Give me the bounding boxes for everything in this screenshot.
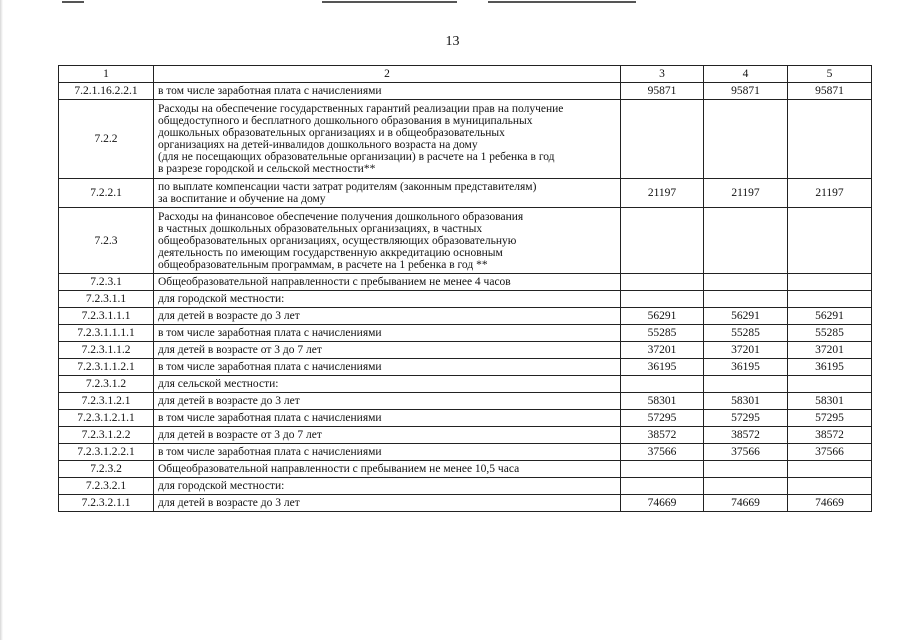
table-row xyxy=(59,179,872,208)
row-code: 7.2.3.1.1.1.1 xyxy=(59,325,154,342)
value-cell-v5: 57295 xyxy=(788,410,872,427)
value-cell-v5: 74669 xyxy=(788,495,872,512)
description-line: (для не посещающих образовательные организации) в расчете на 1 ребенка в год xyxy=(158,151,555,163)
value-cell-v3 xyxy=(621,376,704,393)
value-cell-v5 xyxy=(788,208,872,274)
row-code: 7.2.3.1 xyxy=(59,274,154,291)
description-line: Расходы на финансовое обеспечение получения дошкольного образования xyxy=(158,210,524,223)
table-row xyxy=(59,495,872,512)
value-cell-v3 xyxy=(621,478,704,495)
row-description xyxy=(154,461,621,478)
description-line: для детей в возрасте от 3 до 7 лет xyxy=(158,429,322,441)
row-code: 7.2.3.1.2.2 xyxy=(59,427,154,444)
column-header: 4 xyxy=(704,66,788,83)
row-code: 7.2.3.1.2 xyxy=(59,376,154,393)
value-cell-v5: 55285 xyxy=(788,325,872,342)
row-description xyxy=(154,359,621,376)
value-cell-v5 xyxy=(788,100,872,179)
row-description xyxy=(154,393,621,410)
table-header-row xyxy=(59,66,872,83)
row-description xyxy=(154,274,621,291)
description-line: Расходы на обеспечение государственных гарантий реализации прав на получение xyxy=(158,103,564,115)
table-row xyxy=(59,308,872,325)
value-cell-v4: 95871 xyxy=(704,83,788,100)
value-cell-v5: 37201 xyxy=(788,342,872,359)
row-description xyxy=(154,342,621,359)
value-cell-v4 xyxy=(704,291,788,308)
description-line: дошкольных образовательных организациях и в общеобразовательных xyxy=(158,127,505,139)
row-code: 7.2.2 xyxy=(59,100,154,179)
value-cell-v4 xyxy=(704,478,788,495)
value-cell-v3: 58301 xyxy=(621,393,704,410)
value-cell-v4: 74669 xyxy=(704,495,788,512)
value-cell-v3: 55285 xyxy=(621,325,704,342)
row-description xyxy=(154,376,621,393)
row-code: 7.2.3.1.1 xyxy=(59,291,154,308)
row-description xyxy=(154,444,621,461)
description-line: в том числе заработная плата с начислениями xyxy=(158,412,382,424)
value-cell-v3: 74669 xyxy=(621,495,704,512)
description-line: в том числе заработная плата с начислениями xyxy=(158,85,382,97)
row-description xyxy=(154,427,621,444)
row-code: 7.2.3.1.2.1 xyxy=(59,393,154,410)
column-header: 3 xyxy=(621,66,704,83)
value-cell-v3: 95871 xyxy=(621,83,704,100)
value-cell-v5: 95871 xyxy=(788,83,872,100)
value-cell-v3: 36195 xyxy=(621,359,704,376)
description-line: общедоступного и бесплатного дошкольного образования в муниципальных xyxy=(158,115,533,127)
table-row xyxy=(59,410,872,427)
value-cell-v5 xyxy=(788,478,872,495)
value-cell-v5 xyxy=(788,291,872,308)
value-cell-v4: 58301 xyxy=(704,393,788,410)
value-cell-v5: 37566 xyxy=(788,444,872,461)
value-cell-v4 xyxy=(704,208,788,274)
row-code: 7.2.1.16.2.2.1 xyxy=(59,83,154,100)
scan-top-mark xyxy=(322,1,457,3)
value-cell-v5: 38572 xyxy=(788,427,872,444)
table-row xyxy=(59,83,872,100)
description-line: Общеобразовательной направленности с пребыванием не менее 10,5 часа xyxy=(158,463,520,475)
data-table xyxy=(58,65,872,512)
value-cell-v4: 37201 xyxy=(704,342,788,359)
value-cell-v5: 58301 xyxy=(788,393,872,410)
value-cell-v4: 21197 xyxy=(704,179,788,208)
row-description xyxy=(154,100,621,179)
row-description xyxy=(154,83,621,100)
column-header: 2 xyxy=(154,66,621,83)
value-cell-v4: 57295 xyxy=(704,410,788,427)
table-row xyxy=(59,427,872,444)
description-line: для детей в возрасте от 3 до 7 лет xyxy=(158,344,322,356)
table-row xyxy=(59,291,872,308)
column-header: 1 xyxy=(59,66,154,83)
row-code: 7.2.2.1 xyxy=(59,179,154,208)
row-code: 7.2.3.2.1.1 xyxy=(59,495,154,512)
row-code: 7.2.3 xyxy=(59,208,154,274)
row-code: 7.2.3.1.2.2.1 xyxy=(59,444,154,461)
value-cell-v3 xyxy=(621,461,704,478)
value-cell-v5: 21197 xyxy=(788,179,872,208)
value-cell-v4 xyxy=(704,461,788,478)
table-row xyxy=(59,325,872,342)
page-number: 13 xyxy=(445,34,460,49)
value-cell-v3 xyxy=(621,291,704,308)
table-row xyxy=(59,478,872,495)
row-description xyxy=(154,208,621,274)
description-line: для сельской местности: xyxy=(158,378,279,390)
table-row xyxy=(59,359,872,376)
description-line: Общеобразовательной направленности с пребыванием не менее 4 часов xyxy=(158,276,511,288)
row-code: 7.2.3.2 xyxy=(59,461,154,478)
description-line: в том числе заработная плата с начислениями xyxy=(158,446,382,458)
table-row xyxy=(59,100,872,179)
table-row xyxy=(59,393,872,410)
value-cell-v4: 36195 xyxy=(704,359,788,376)
description-line: для детей в возрасте до 3 лет xyxy=(158,497,300,509)
scan-top-mark xyxy=(62,1,84,3)
value-cell-v3 xyxy=(621,208,704,274)
row-description xyxy=(154,478,621,495)
table-row xyxy=(59,274,872,291)
description-line: в том числе заработная плата с начислениями xyxy=(158,327,382,339)
value-cell-v4 xyxy=(704,274,788,291)
value-cell-v4 xyxy=(704,376,788,393)
table-row xyxy=(59,444,872,461)
value-cell-v3: 57295 xyxy=(621,410,704,427)
row-description xyxy=(154,291,621,308)
row-description xyxy=(154,325,621,342)
value-cell-v3: 37566 xyxy=(621,444,704,461)
row-description xyxy=(154,495,621,512)
column-header: 5 xyxy=(788,66,872,83)
value-cell-v4: 37566 xyxy=(704,444,788,461)
value-cell-v5: 56291 xyxy=(788,308,872,325)
value-cell-v3: 37201 xyxy=(621,342,704,359)
description-line: для детей в возрасте до 3 лет xyxy=(158,310,300,322)
value-cell-v5 xyxy=(788,376,872,393)
description-line: деятельность по имеющим государственную аккредитацию основным xyxy=(158,246,503,259)
description-line: организациях на детей-инвалидов дошкольного возраста на дому xyxy=(158,139,478,151)
value-cell-v5: 36195 xyxy=(788,359,872,376)
scan-top-mark xyxy=(488,1,636,3)
description-line: для городской местности: xyxy=(158,293,285,305)
value-cell-v5 xyxy=(788,274,872,291)
description-line: в разрезе городской и сельской местности** xyxy=(158,163,376,175)
value-cell-v3: 38572 xyxy=(621,427,704,444)
value-cell-v3 xyxy=(621,100,704,179)
description-line: общеобразовательным программам, в расчете на 1 ребенка в год ** xyxy=(158,258,488,271)
description-line: по выплате компенсации части затрат родителям (законным представителям) xyxy=(158,181,537,193)
row-code: 7.2.3.2.1 xyxy=(59,478,154,495)
description-line: в том числе заработная плата с начислениями xyxy=(158,361,382,373)
description-line: общеобразовательных организациях, осуществляющих образовательную xyxy=(158,234,517,247)
value-cell-v4: 38572 xyxy=(704,427,788,444)
value-cell-v3: 21197 xyxy=(621,179,704,208)
description-line: для городской местности: xyxy=(158,480,285,492)
row-code: 7.2.3.1.1.1 xyxy=(59,308,154,325)
row-code: 7.2.3.1.1.2.1 xyxy=(59,359,154,376)
table-row xyxy=(59,208,872,274)
row-description xyxy=(154,179,621,208)
table-row xyxy=(59,342,872,359)
table-row xyxy=(59,461,872,478)
value-cell-v4: 56291 xyxy=(704,308,788,325)
description-line: для детей в возрасте до 3 лет xyxy=(158,395,300,407)
value-cell-v4 xyxy=(704,100,788,179)
row-code: 7.2.3.1.1.2 xyxy=(59,342,154,359)
value-cell-v5 xyxy=(788,461,872,478)
value-cell-v4: 55285 xyxy=(704,325,788,342)
description-line: в частных дошкольных образовательных организациях, в частных xyxy=(158,222,483,235)
scan-edge xyxy=(0,0,3,640)
row-code: 7.2.3.1.2.1.1 xyxy=(59,410,154,427)
value-cell-v3: 56291 xyxy=(621,308,704,325)
row-description xyxy=(154,410,621,427)
table-row xyxy=(59,376,872,393)
description-line: за воспитание и обучение на дому xyxy=(158,193,326,205)
value-cell-v3 xyxy=(621,274,704,291)
table-body xyxy=(59,66,872,512)
row-description xyxy=(154,308,621,325)
